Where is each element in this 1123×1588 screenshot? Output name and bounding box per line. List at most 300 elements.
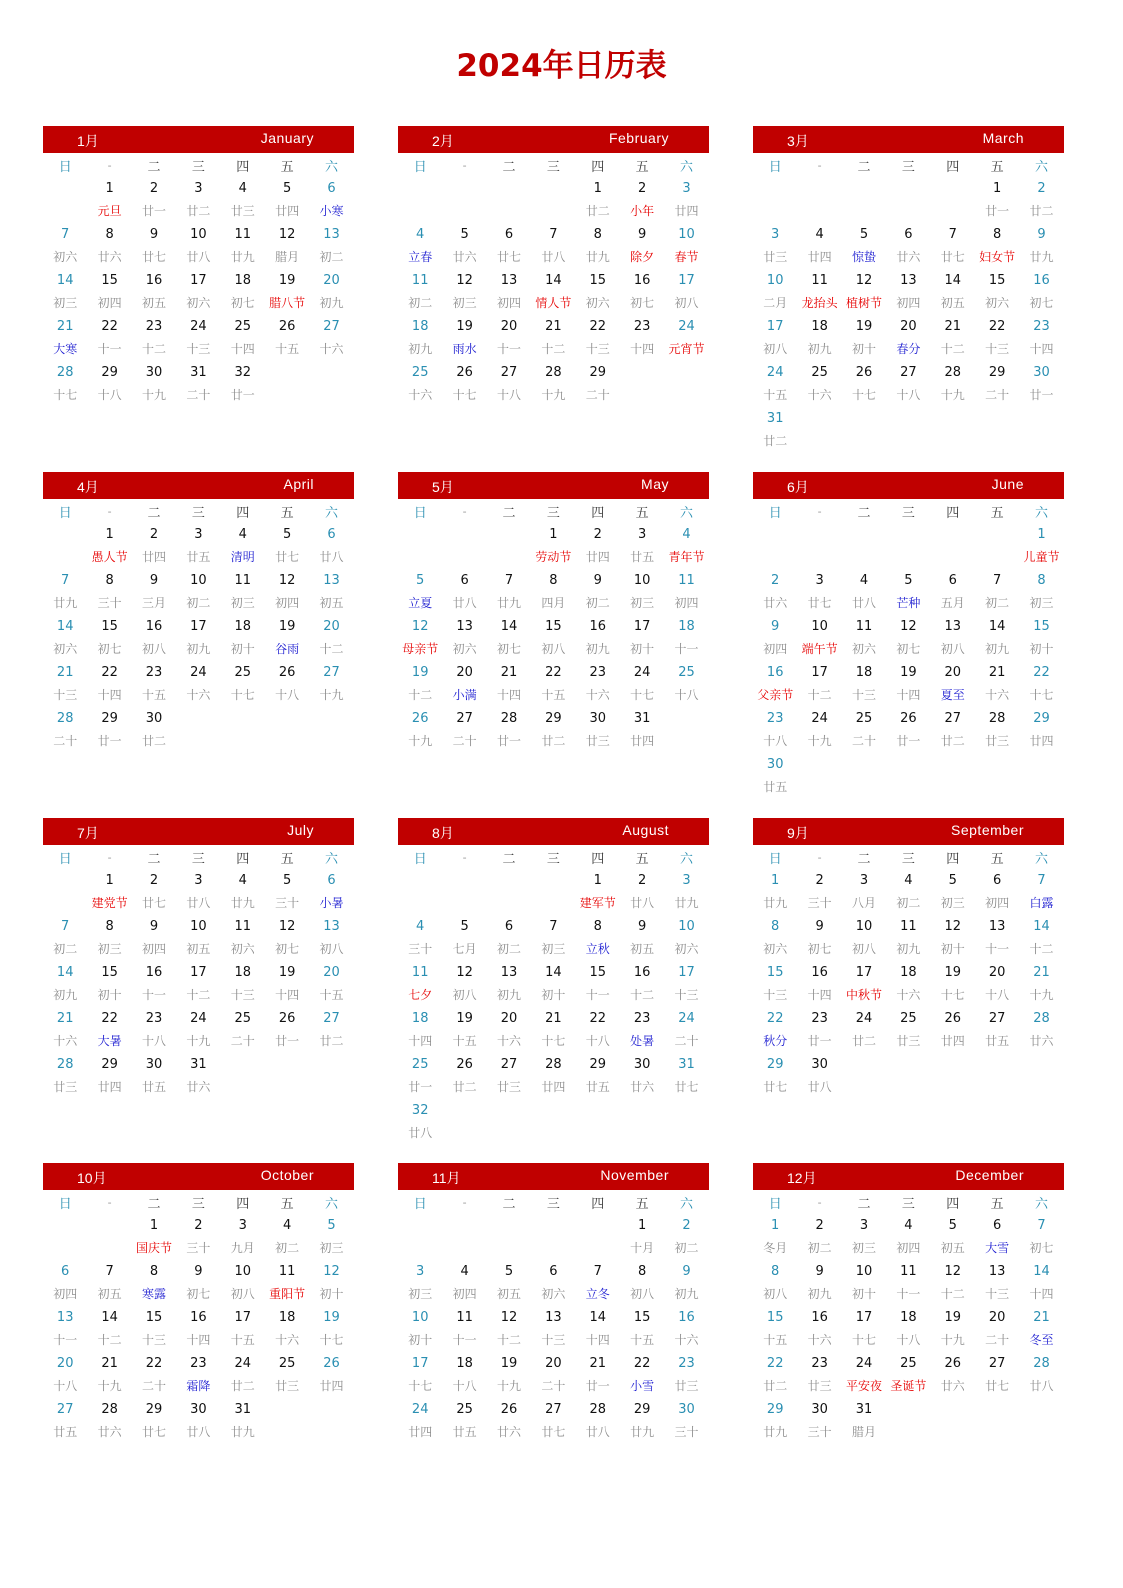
lunar-date: 初八 <box>674 296 699 310</box>
lunar-row <box>43 730 354 753</box>
day-number: 5 <box>283 527 292 542</box>
day-number: 1 <box>593 181 602 196</box>
day-number: 25 <box>678 665 695 680</box>
lunar-date: 三月 <box>141 596 166 610</box>
lunar-date: 廿七 <box>807 596 832 610</box>
lunar-date: 初九 <box>408 342 433 356</box>
lunar-row <box>398 546 709 569</box>
day-number: 5 <box>283 181 292 196</box>
day-number: 21 <box>101 1356 118 1371</box>
day-number: 8 <box>549 573 558 588</box>
day-number: 17 <box>855 965 873 980</box>
day-number: 18 <box>234 273 252 288</box>
lunar-date: 初五 <box>319 596 344 610</box>
lunar-date: 初七 <box>807 942 832 956</box>
day-number: 27 <box>500 365 518 380</box>
lunar-date: 廿一 <box>1029 388 1054 402</box>
day-number: 12 <box>278 573 296 588</box>
day-number: 26 <box>500 1402 518 1417</box>
lunar-date: 初八 <box>541 642 566 656</box>
lunar-date: 三十 <box>97 596 122 610</box>
lunar-date: 十五 <box>230 1333 255 1347</box>
lunar-date: 初八 <box>141 642 166 656</box>
month-name-cn: 9月 <box>787 825 809 841</box>
day-number: 24 <box>811 711 828 726</box>
weekday-label: 五 <box>635 505 649 521</box>
day-number: 17 <box>855 1310 873 1325</box>
lunar-row <box>43 938 354 961</box>
day-number: 17 <box>811 665 828 680</box>
month-name-en: May <box>641 476 669 492</box>
lunar-date: 廿四 <box>141 550 166 564</box>
lunar-date: 青年节 <box>668 550 705 564</box>
day-number: 22 <box>545 665 562 680</box>
date-row <box>753 661 1064 684</box>
lunar-row <box>753 638 1064 661</box>
day-number: 6 <box>327 527 336 542</box>
day-number: 2 <box>771 573 780 588</box>
weekday-label: 日 <box>768 505 782 521</box>
day-number: 24 <box>190 1011 207 1026</box>
day-number: 22 <box>766 1356 784 1371</box>
day-number: 19 <box>456 319 473 334</box>
day-number: 18 <box>456 1356 473 1371</box>
month-name-cn: 8月 <box>432 825 454 841</box>
date-row <box>398 361 709 384</box>
lunar-date: 立春 <box>408 250 433 264</box>
lunar-date: 十四 <box>585 1333 610 1347</box>
lunar-date: 廿九 <box>230 250 255 264</box>
day-number: 3 <box>682 873 691 888</box>
lunar-date: 初九 <box>674 1287 699 1301</box>
weekday-label: 四 <box>946 159 960 175</box>
date-row <box>398 1053 709 1076</box>
day-number: 30 <box>633 1057 651 1072</box>
weekday-label: - <box>817 1195 822 1209</box>
lunar-date: 清明 <box>230 550 255 564</box>
date-row <box>753 915 1064 938</box>
day-number: 16 <box>766 665 784 680</box>
lunar-date: 廿二 <box>940 734 965 748</box>
lunar-row <box>753 546 1064 569</box>
lunar-date: 初十 <box>97 988 122 1002</box>
lunar-row <box>398 246 709 269</box>
lunar-row <box>398 1329 709 1352</box>
lunar-date: 大雪 <box>985 1241 1010 1255</box>
lunar-date: 廿九 <box>230 1425 255 1439</box>
day-number: 27 <box>545 1402 562 1417</box>
day-number: 25 <box>456 1402 473 1417</box>
day-number: 7 <box>549 227 558 242</box>
lunar-date: 十五 <box>763 1333 788 1347</box>
weekday-label: 五 <box>990 505 1004 521</box>
day-number: 27 <box>323 1011 340 1026</box>
lunar-date: 十一 <box>985 942 1010 956</box>
month-name-cn: 1月 <box>77 133 99 149</box>
day-number: 2 <box>682 1218 691 1233</box>
weekday-label: 三 <box>546 851 560 867</box>
day-number: 12 <box>278 919 296 934</box>
day-number: 1 <box>1037 527 1046 542</box>
lunar-row <box>753 200 1064 223</box>
day-number: 3 <box>815 573 824 588</box>
lunar-date: 廿七 <box>496 250 521 264</box>
month-block <box>753 472 1064 799</box>
day-number: 21 <box>944 319 962 334</box>
lunar-date: 初四 <box>896 1241 921 1255</box>
lunar-date: 廿五 <box>53 1425 78 1439</box>
weekday-label: 三 <box>191 505 205 521</box>
day-number: 23 <box>589 665 607 680</box>
lunar-date: 十一 <box>53 1333 78 1347</box>
lunar-date: 初四 <box>141 942 166 956</box>
day-number: 16 <box>811 1310 828 1325</box>
lunar-row <box>43 984 354 1007</box>
weekday-label: 四 <box>591 1196 605 1212</box>
lunar-date: 廿四 <box>630 734 655 748</box>
day-number: 3 <box>194 873 203 888</box>
lunar-date: 初八 <box>630 1287 655 1301</box>
day-number: 4 <box>416 919 425 934</box>
weekday-header <box>753 845 1064 869</box>
weekday-label: 四 <box>236 159 250 175</box>
day-number: 1 <box>549 527 558 542</box>
lunar-date: 十五 <box>275 342 300 356</box>
lunar-date: 廿一 <box>275 1034 300 1048</box>
lunar-date: 十二 <box>541 342 566 356</box>
lunar-date: 父亲节 <box>757 688 794 702</box>
day-number: 32 <box>234 365 252 380</box>
day-number: 13 <box>323 227 340 242</box>
lunar-date: 平安夜 <box>845 1379 882 1393</box>
lunar-date: 植树节 <box>845 296 882 310</box>
day-number: 3 <box>194 181 203 196</box>
day-number: 15 <box>766 965 784 980</box>
lunar-row <box>43 546 354 569</box>
day-number: 18 <box>855 665 873 680</box>
lunar-date: 九月 <box>230 1241 255 1255</box>
day-number: 21 <box>56 665 74 680</box>
lunar-date: 二十 <box>585 388 610 402</box>
date-row <box>398 223 709 246</box>
day-number: 25 <box>900 1011 917 1026</box>
date-row <box>43 269 354 292</box>
lunar-date: 初二 <box>275 1241 300 1255</box>
month-name-en: June <box>991 476 1024 492</box>
date-row <box>43 523 354 546</box>
page-title: 2024年日历表 <box>456 48 667 84</box>
day-number: 11 <box>411 273 429 288</box>
lunar-date: 初四 <box>985 896 1010 910</box>
lunar-date: 廿四 <box>585 550 610 564</box>
day-number: 13 <box>500 273 518 288</box>
lunar-date: 十六 <box>674 1333 699 1347</box>
lunar-date: 二十 <box>985 388 1010 402</box>
weekday-label: 三 <box>546 1196 560 1212</box>
date-row <box>398 1099 709 1122</box>
day-number: 6 <box>327 181 336 196</box>
day-number: 25 <box>234 319 252 334</box>
day-number: 2 <box>194 1218 203 1233</box>
lunar-row <box>398 292 709 315</box>
lunar-row <box>43 1076 354 1099</box>
lunar-row <box>398 1030 709 1053</box>
lunar-date: 初五 <box>940 1241 965 1255</box>
day-number: 30 <box>190 1402 207 1417</box>
day-number: 27 <box>500 1057 518 1072</box>
date-row <box>43 615 354 638</box>
lunar-date: 十七 <box>53 388 78 402</box>
date-row <box>43 869 354 892</box>
lunar-date: 初二 <box>53 942 78 956</box>
day-number: 15 <box>145 1310 163 1325</box>
lunar-date: 初五 <box>97 1287 122 1301</box>
lunar-date: 初二 <box>319 250 344 264</box>
lunar-date: 廿一 <box>496 734 521 748</box>
lunar-row <box>398 338 709 361</box>
day-number: 20 <box>456 665 473 680</box>
day-number: 2 <box>1037 181 1046 196</box>
month-block <box>753 818 1064 1099</box>
month-block <box>398 126 709 407</box>
lunar-date: 腊月 <box>851 1425 876 1439</box>
lunar-date: 初十 <box>319 1287 344 1301</box>
lunar-date: 十八 <box>896 388 921 402</box>
lunar-date: 廿七 <box>141 1425 166 1439</box>
lunar-date: 初三 <box>97 942 122 956</box>
day-number: 28 <box>56 1057 74 1072</box>
day-number: 28 <box>545 365 562 380</box>
weekday-label: 三 <box>191 1196 205 1212</box>
day-number: 27 <box>944 711 962 726</box>
weekday-label: 六 <box>325 505 339 521</box>
day-number: 28 <box>988 711 1006 726</box>
weekday-label: 日 <box>768 851 782 867</box>
day-number: 12 <box>900 619 917 634</box>
day-number: 20 <box>944 665 962 680</box>
date-row <box>43 1053 354 1076</box>
day-number: 30 <box>145 1057 163 1072</box>
lunar-date: 廿三 <box>275 1379 300 1393</box>
day-number: 16 <box>190 1310 207 1325</box>
day-number: 20 <box>988 965 1006 980</box>
lunar-date: 廿六 <box>763 596 788 610</box>
lunar-row <box>398 684 709 707</box>
lunar-date: 廿九 <box>1029 250 1054 264</box>
lunar-date: 母亲节 <box>402 642 439 656</box>
day-number: 31 <box>190 365 207 380</box>
day-number: 23 <box>633 1011 651 1026</box>
lunar-date: 十九 <box>1029 988 1054 1002</box>
lunar-date: 廿四 <box>97 1080 122 1094</box>
day-number: 32 <box>411 1103 429 1118</box>
lunar-date: 二十 <box>851 734 876 748</box>
lunar-date: 元宵节 <box>668 342 705 356</box>
month-name-en: October <box>260 1167 314 1183</box>
lunar-date: 廿六 <box>1029 1034 1054 1048</box>
day-number: 24 <box>855 1011 873 1026</box>
weekday-label: 三 <box>901 851 915 867</box>
weekday-header <box>43 1190 354 1214</box>
lunar-date: 廿九 <box>230 896 255 910</box>
lunar-date: 初八 <box>319 942 344 956</box>
day-number: 9 <box>149 227 159 242</box>
lunar-date: 立冬 <box>585 1287 610 1301</box>
weekday-label: 四 <box>236 851 250 867</box>
lunar-date: 初二 <box>186 596 211 610</box>
lunar-date: 十二 <box>940 342 965 356</box>
lunar-date: 十九 <box>496 1379 521 1393</box>
day-number: 16 <box>1033 273 1050 288</box>
date-row <box>753 569 1064 592</box>
date-row <box>398 1352 709 1375</box>
weekday-label: 日 <box>413 159 427 175</box>
day-number: 17 <box>234 1310 252 1325</box>
day-number: 12 <box>456 965 473 980</box>
day-number: 27 <box>323 665 340 680</box>
day-number: 23 <box>145 319 163 334</box>
day-number: 19 <box>900 665 917 680</box>
day-number: 23 <box>678 1356 695 1371</box>
weekday-label: 六 <box>680 159 694 175</box>
lunar-row <box>398 892 709 915</box>
day-number: 29 <box>1033 711 1050 726</box>
day-number: 7 <box>948 227 957 242</box>
day-number: 28 <box>589 1402 607 1417</box>
lunar-date: 十七 <box>1029 688 1054 702</box>
date-row <box>753 223 1064 246</box>
day-number: 9 <box>682 1264 691 1279</box>
lunar-row <box>753 730 1064 753</box>
day-number: 15 <box>766 1310 784 1325</box>
lunar-date: 十三 <box>186 342 211 356</box>
date-row <box>753 961 1064 984</box>
lunar-date: 初四 <box>275 596 300 610</box>
day-number: 26 <box>411 711 429 726</box>
weekday-label: 二 <box>147 851 161 867</box>
day-number: 20 <box>500 1011 518 1026</box>
lunar-row <box>753 938 1064 961</box>
lunar-date: 十四 <box>807 988 832 1002</box>
lunar-date: 廿六 <box>97 250 122 264</box>
lunar-date: 除夕 <box>630 250 655 264</box>
day-number: 16 <box>678 1310 695 1325</box>
day-number: 21 <box>1033 1310 1050 1325</box>
lunar-date: 立夏 <box>408 596 433 610</box>
day-number: 29 <box>988 365 1006 380</box>
lunar-date: 立秋 <box>585 942 610 956</box>
weekday-label: 三 <box>546 505 560 521</box>
day-number: 11 <box>811 273 828 288</box>
day-number: 3 <box>682 181 691 196</box>
lunar-row <box>753 1421 1064 1444</box>
weekday-label: 四 <box>946 505 960 521</box>
lunar-date: 腊月 <box>275 250 300 264</box>
month-block <box>43 472 354 753</box>
lunar-date: 冬月 <box>763 1241 788 1255</box>
lunar-row <box>398 938 709 961</box>
lunar-date: 十九 <box>807 734 832 748</box>
lunar-date: 雨水 <box>452 342 477 356</box>
lunar-date: 三十 <box>674 1425 699 1439</box>
lunar-date: 十四 <box>97 688 122 702</box>
day-number: 18 <box>234 965 252 980</box>
lunar-row <box>43 384 354 407</box>
lunar-row <box>43 1237 354 1260</box>
weekday-header <box>753 153 1064 177</box>
lunar-date: 十二 <box>496 1333 521 1347</box>
day-number: 2 <box>815 873 824 888</box>
day-number: 1 <box>105 181 114 196</box>
lunar-date: 处暑 <box>630 1034 655 1048</box>
weekday-header <box>753 1190 1064 1214</box>
weekday-label: 二 <box>857 851 871 867</box>
lunar-date: 廿一 <box>97 734 122 748</box>
day-number: 28 <box>1033 1356 1050 1371</box>
day-number: 30 <box>811 1402 828 1417</box>
day-number: 16 <box>811 965 828 980</box>
weekday-label: 六 <box>325 159 339 175</box>
lunar-date: 十六 <box>585 688 610 702</box>
weekday-label: - <box>817 158 822 172</box>
lunar-date: 冬至 <box>1029 1333 1054 1347</box>
lunar-date: 廿一 <box>408 1080 433 1094</box>
lunar-date: 初四 <box>763 642 788 656</box>
weekday-label: 日 <box>58 159 72 175</box>
lunar-date: 廿九 <box>763 1425 788 1439</box>
day-number: 12 <box>500 1310 518 1325</box>
day-number: 27 <box>988 1011 1006 1026</box>
day-number: 17 <box>190 273 207 288</box>
day-number: 24 <box>411 1402 429 1417</box>
lunar-date: 十五 <box>319 988 344 1002</box>
lunar-row <box>753 338 1064 361</box>
lunar-date: 廿二 <box>541 734 566 748</box>
date-row <box>753 361 1064 384</box>
day-number: 11 <box>855 619 873 634</box>
day-number: 21 <box>589 1356 607 1371</box>
date-row <box>43 315 354 338</box>
day-number: 20 <box>323 965 340 980</box>
day-number: 10 <box>811 619 828 634</box>
lunar-date: 腊八节 <box>269 296 306 310</box>
date-row <box>753 1352 1064 1375</box>
day-number: 29 <box>145 1402 163 1417</box>
day-number: 9 <box>815 919 824 934</box>
lunar-date: 十四 <box>230 342 255 356</box>
lunar-date: 二十 <box>53 734 78 748</box>
month-name-cn: 2月 <box>432 133 454 149</box>
day-number: 17 <box>766 319 784 334</box>
weekday-label: 六 <box>1035 159 1049 175</box>
weekday-label: 二 <box>147 1196 161 1212</box>
lunar-date: 初九 <box>807 342 832 356</box>
day-number: 7 <box>61 227 70 242</box>
date-row <box>43 223 354 246</box>
day-number: 21 <box>545 1011 562 1026</box>
lunar-date: 廿八 <box>186 1425 211 1439</box>
lunar-date: 廿三 <box>585 734 610 748</box>
lunar-date: 廿三 <box>230 204 255 218</box>
weekday-label: - <box>462 158 467 172</box>
day-number: 13 <box>988 919 1006 934</box>
lunar-date: 初八 <box>763 1287 788 1301</box>
day-number: 9 <box>1037 227 1046 242</box>
day-number: 23 <box>633 319 651 334</box>
lunar-date: 十四 <box>275 988 300 1002</box>
date-row <box>398 1398 709 1421</box>
weekday-label: 六 <box>680 505 694 521</box>
